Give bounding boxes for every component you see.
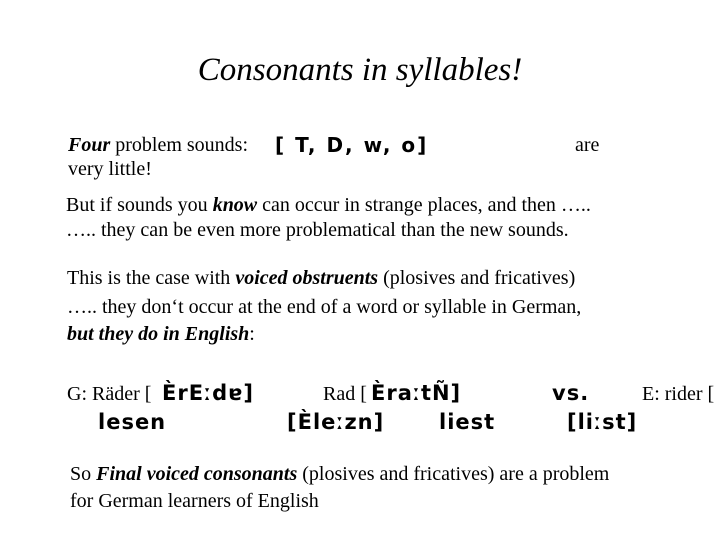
paragraph-4-line-1	[70, 462, 609, 486]
liest-word: liest	[439, 410, 496, 434]
voiced-obstruents-emphasis: voiced obstruents	[235, 267, 379, 289]
raeder-transcription: ÈrEːdɐ]	[162, 381, 254, 405]
paragraph-3-line-2: ….. they don‘t occur at the end of a word or syllable in German,	[67, 296, 582, 318]
problem-sounds-line	[68, 133, 248, 157]
p3-colon: :	[249, 323, 255, 345]
are-text: are	[575, 134, 600, 156]
lesen-word: lesen	[98, 410, 167, 434]
versus-symbol: vs.	[552, 381, 590, 405]
english-emphasis: but they do in English	[67, 323, 250, 345]
paragraph-3-line-1	[67, 266, 575, 290]
four-emphasis: Four	[68, 134, 111, 156]
paragraph-2-line-2: ….. they can be even more problematical than the new sounds.	[66, 219, 569, 241]
lesen-transcription: [Èleːzn]	[287, 410, 385, 434]
paragraph-3-line-3	[67, 322, 255, 346]
paragraph-2-line-1	[66, 193, 591, 217]
p2-text-a: But if sounds you	[66, 194, 213, 216]
english-rider-label: E: rider [	[642, 383, 715, 405]
liest-transcription: [liːst]	[567, 410, 638, 434]
german-raeder-label: G: Räder [	[67, 383, 152, 405]
phonetic-symbols: [ T, D, w, o]	[275, 133, 429, 157]
problem-sounds-text: problem sounds:	[110, 134, 249, 156]
rad-label: Rad [	[323, 383, 367, 405]
very-little-text: very little!	[68, 158, 152, 180]
know-emphasis: know	[212, 194, 258, 216]
p4-text-a: So	[70, 463, 97, 485]
final-voiced-emphasis: Final voiced consonants	[96, 463, 298, 485]
slide-title: Consonants in syllables!	[197, 52, 523, 88]
rad-transcription: ÈraːtÑ]	[371, 381, 462, 405]
p3-text-a: This is the case with	[67, 267, 236, 289]
paragraph-4-line-2: for German learners of English	[70, 490, 319, 512]
p4-text-b: (plosives and fricatives) are a problem	[297, 463, 610, 485]
p3-text-b: (plosives and fricatives)	[378, 267, 576, 289]
p2-text-b: can occur in strange places, and then …..	[257, 194, 591, 216]
